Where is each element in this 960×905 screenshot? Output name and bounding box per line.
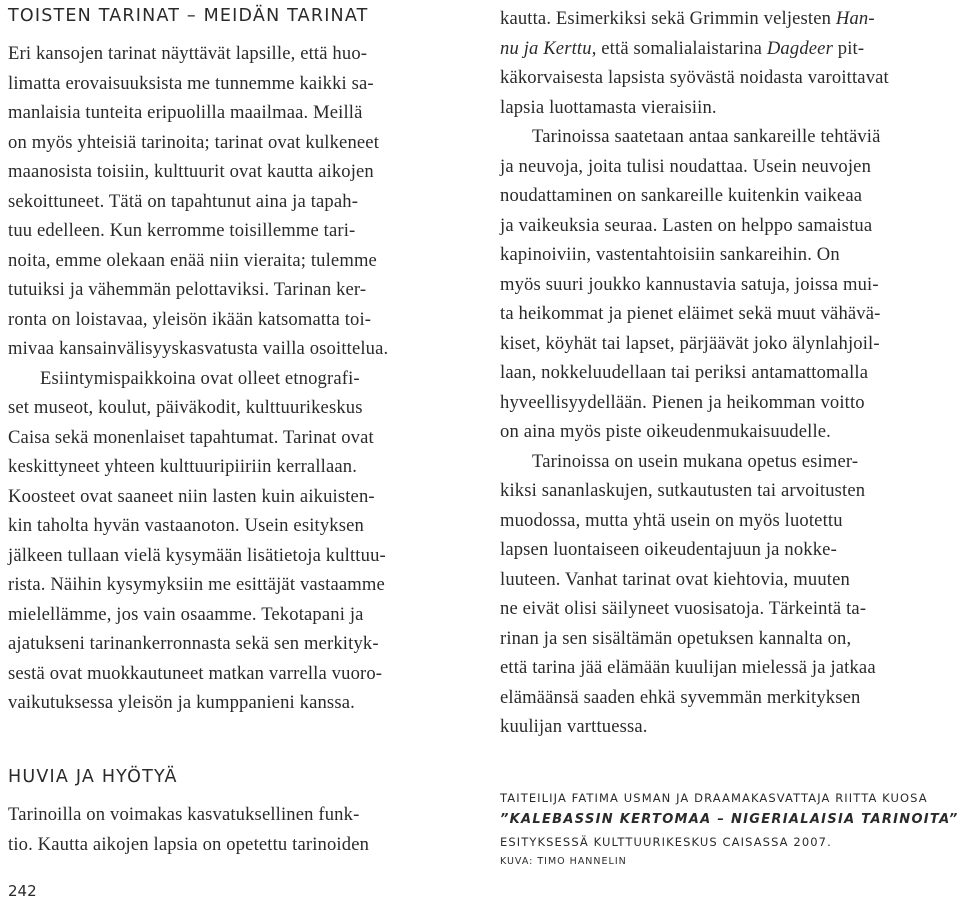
text-line: noita, emme olekaan enää niin vieraita; tulemme bbox=[8, 249, 377, 271]
text-line: manlaisia tunteita eripuolilla maailmaa. Meillä bbox=[8, 102, 363, 123]
text-line: mielellämme, jos vain osaamme. Tekotapani ja bbox=[8, 603, 364, 625]
text-line: laan, nokkeluudellaan tai periksi antamattomalla bbox=[500, 362, 869, 383]
text-line: hyveellisyydellään. Pienen ja heikomman voitto bbox=[500, 391, 865, 413]
text-line: Caisa sekä monenlaiset tapahtumat. Tarinat ovat bbox=[8, 426, 374, 448]
text-line: maanosista toisiin, kulttuurit ovat kautta aikojen bbox=[8, 161, 374, 182]
caption-photo-credit: KUVA: TIMO HANNELIN bbox=[500, 856, 627, 867]
text-line: kuulijan varttuessa. bbox=[500, 716, 648, 737]
text-line: tutuiksi ja vähemmän pelottaviksi. Tarinan ker- bbox=[8, 279, 367, 300]
text-line: noudattaminen on sankareille kuitenkin vaikeaa bbox=[500, 185, 863, 206]
caption-show-title: ”KALEBASSIN KERTOMAA – NIGERIALAISIA TARINOITA” bbox=[500, 812, 959, 827]
text-line: set museot, koulut, päiväkodit, kulttuurikeskus bbox=[8, 397, 363, 418]
text-line: Koosteet ovat saaneet niin lasten kuin aikuisten- bbox=[8, 485, 375, 507]
text-line: limatta erovaisuuksista me tunnemme kaikki sa- bbox=[8, 72, 374, 94]
photo-caption bbox=[500, 787, 959, 871]
text-line: myös suuri joukko kannustavia satuja, joissa mui- bbox=[500, 273, 879, 295]
text-line: rista. Näihin kysymyksiin me esittäjät vastaamme bbox=[8, 574, 385, 595]
text-line: kautta. Esimerkiksi sekä Grimmin veljesten Han- bbox=[500, 8, 875, 29]
text-line: lapsen luontaiseen oikeudentajuun ja nokke- bbox=[500, 539, 837, 560]
caption-performers: TAITEILIJA FATIMA USMAN JA DRAAMAKASVATTAJA RIITTA KUOSA bbox=[500, 791, 928, 805]
paragraph-stories bbox=[8, 39, 388, 718]
text-line: ajatukseni tarinankerronnasta sekä sen merkityk- bbox=[8, 633, 379, 654]
story-title: Dagdeer bbox=[766, 37, 833, 59]
text-line: tuu edelleen. Kun kerromme toisillemme tari- bbox=[8, 220, 356, 241]
text-line: tio. Kautta aikojen lapsia on opetettu tarinoiden bbox=[8, 833, 370, 855]
story-title: Han- bbox=[835, 8, 875, 29]
text-line: mivaa kansainvälisyyskasvatusta vailla osoittelua. bbox=[8, 338, 389, 359]
text-line: elämäänsä saaden ehkä syvemmän merkityksen bbox=[500, 686, 861, 708]
text-line: keskittyneet yhteen kulttuuripiiriin kerrallaan. bbox=[8, 456, 358, 477]
section-heading-fun-and-benefit: HUVIA JA HYÖTYÄ bbox=[8, 767, 178, 787]
text-line: Esiintymispaikkoina ovat olleet etnografi- bbox=[40, 367, 360, 389]
text-line: kin taholta hyvän vastaanoton. Usein esityksen bbox=[8, 515, 364, 536]
paragraph-continued bbox=[500, 4, 889, 742]
page-number: 242 bbox=[8, 882, 37, 900]
text-line: kapinoiviin, vastentahtoisiin sankareihin. On bbox=[500, 244, 840, 265]
text-line: jälkeen tullaan vielä kysymään lisätietoja kulttuu- bbox=[8, 544, 386, 566]
section-heading-stories: TOISTEN TARINAT – MEIDÄN TARINAT bbox=[8, 6, 369, 26]
text-line: ja neuvoja, joita tulisi noudattaa. Usein neuvojen bbox=[500, 155, 872, 177]
text-line: on aina myös piste oikeudenmukaisuudelle. bbox=[500, 421, 831, 442]
text-line: nu ja Kerttu, että somalialaistarina Dagdeer pit- bbox=[500, 37, 865, 59]
text-line: on myös yhteisiä tarinoita; tarinat ovat kulkeneet bbox=[8, 131, 380, 153]
text-line: sestä ovat muokkautuneet matkan varrella vuoro- bbox=[8, 662, 383, 684]
caption-venue: ESITYKSESSÄ KULTTUURIKESKUS CAISASSA 2007. bbox=[500, 835, 832, 849]
text-line: kiksi sananlaskujen, sutkautusten tai arvoitusten bbox=[500, 480, 866, 501]
text-line: Tarinoissa on usein mukana opetus esimer- bbox=[532, 450, 859, 472]
text-line: Tarinoissa saatetaan antaa sankareille tehtäviä bbox=[532, 126, 881, 147]
text-line: ja vaikeuksia seuraa. Lasten on helppo samaistua bbox=[500, 214, 873, 236]
text-line: luuteen. Vanhat tarinat ovat kiehtovia, muuten bbox=[500, 568, 850, 590]
text-line: käkorvaisesta lapsista syövästä noidasta varoittavat bbox=[500, 67, 889, 88]
text-line: Eri kansojen tarinat näyttävät lapsille, että huo- bbox=[8, 43, 368, 64]
story-title: nu ja Kerttu bbox=[500, 37, 592, 59]
text-line: ne eivät olisi säilyneet vuosisatoja. Tärkeintä ta- bbox=[500, 598, 867, 619]
text-line: lapsia luottamasta vieraisiin. bbox=[500, 96, 717, 118]
text-line: rinan ja sen sisältämän opetuksen kannalta on, bbox=[500, 627, 852, 649]
paragraph-fun-and-benefit bbox=[8, 800, 369, 859]
text-line: kiset, köyhät tai lapset, pärjäävät joko älynlahjoil- bbox=[500, 332, 880, 354]
text-line: sekoittuneet. Tätä on tapahtunut aina ja tapah- bbox=[8, 190, 359, 212]
text-line: Tarinoilla on voimakas kasvatuksellinen funk- bbox=[8, 804, 360, 825]
text-line: vaikutuksessa yleisön ja kumppanieni kanssa. bbox=[8, 692, 355, 713]
text-line: ta heikommat ja pienet eläimet sekä muut vähävä- bbox=[500, 303, 881, 324]
text-line: muodossa, mutta yhtä usein on myös luotettu bbox=[500, 509, 843, 531]
text-line: että tarina jää elämään kuulijan mielessä ja jatkaa bbox=[500, 657, 876, 678]
text-line: ronta on loistavaa, yleisön ikään katsomatta toi- bbox=[8, 308, 372, 330]
